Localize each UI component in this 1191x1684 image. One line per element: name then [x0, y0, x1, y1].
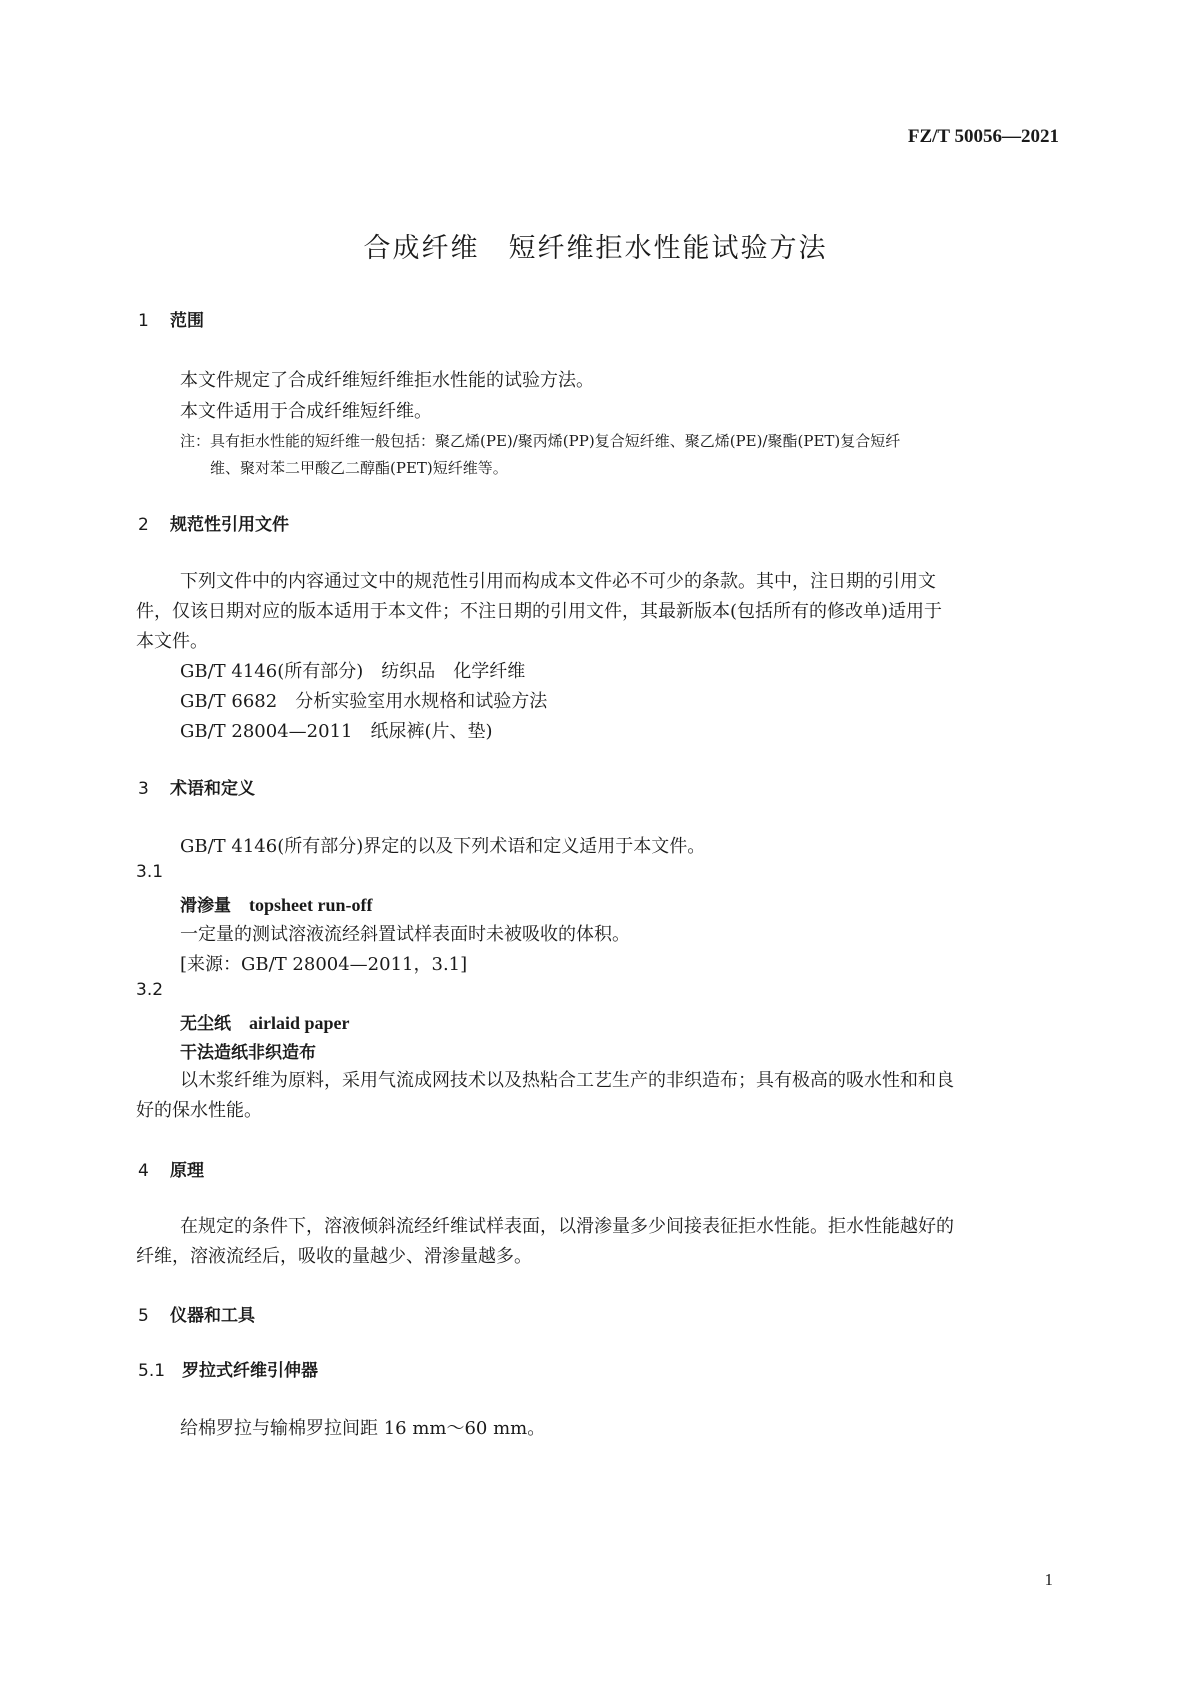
section-3-heading — [138, 774, 255, 799]
paragraph: 本文件适用于合成纤维短纤维。 — [180, 401, 432, 422]
term-en: airlaid paper — [249, 1013, 350, 1033]
term-definition-line: 好的保水性能。 — [136, 1100, 262, 1121]
term-zh: 无尘纸 — [180, 1014, 231, 1034]
term-number: 3.2 — [136, 980, 164, 1000]
term-heading — [180, 891, 373, 916]
note-continued: 维、聚对苯二甲酸乙二醇酯(PET)短纤维等。 — [210, 459, 508, 477]
section-title: 术语和定义 — [170, 779, 255, 799]
section-number: 1 — [138, 311, 149, 331]
section-5-heading — [138, 1301, 255, 1326]
paragraph: 在规定的条件下，溶液倾斜流经纤维试样表面，以滑渗量多少间接表征拒水性能。拒水性能越好的 — [180, 1216, 954, 1237]
section-number: 5 — [138, 1306, 149, 1326]
section-number: 3 — [138, 779, 149, 799]
section-title: 仪器和工具 — [170, 1306, 255, 1326]
section-title: 范围 — [170, 311, 204, 331]
standard-number: FZ/T 50056—2021 — [907, 126, 1059, 147]
note: 注：具有拒水性能的短纤维一般包括：聚乙烯(PE)/聚丙烯(PP)复合短纤维、聚乙烯(PE)/聚酯(PET)复合短纤 — [180, 432, 901, 450]
term-number: 3.1 — [136, 862, 164, 882]
term-source: [来源：GB/T 28004—2011，3.1] — [180, 954, 468, 975]
reference-item: GB/T 4146(所有部分) 纺织品 化学纤维 — [180, 661, 526, 682]
term-en: topsheet run-off — [249, 895, 373, 915]
section-number: 2 — [138, 515, 149, 535]
subsection-5-1-heading — [138, 1356, 318, 1381]
subsection-number: 5.1 — [138, 1361, 166, 1381]
reference-item: GB/T 28004—2011 纸尿裤(片、垫) — [180, 721, 493, 742]
section-1-heading — [138, 306, 204, 331]
section-4-heading — [138, 1156, 204, 1181]
paragraph: 下列文件中的内容通过文中的规范性引用而构成本文件必不可少的条款。其中，注日期的引用文 — [180, 571, 936, 592]
document-title: 合成纤维 短纤维拒水性能试验方法 — [363, 233, 828, 264]
page-number: 1 — [1044, 1570, 1053, 1589]
paragraph-line: 本文件。 — [136, 631, 208, 652]
term-definition: 一定量的测试溶液流经斜置试样表面时未被吸收的体积。 — [180, 924, 630, 945]
term-alternative: 干法造纸非织造布 — [180, 1043, 316, 1063]
term-zh: 滑渗量 — [180, 896, 231, 916]
paragraph: GB/T 4146(所有部分)界定的以及下列术语和定义适用于本文件。 — [180, 836, 706, 857]
paragraph-line: 件，仅该日期对应的版本适用于本文件；不注日期的引用文件，其最新版本(包括所有的修改单)适用于 — [136, 601, 943, 622]
term-definition: 以木浆纤维为原料，采用气流成网技术以及热粘合工艺生产的非织造布；具有极高的吸水性和和良 — [180, 1070, 954, 1091]
reference-item: GB/T 6682 分析实验室用水规格和试验方法 — [180, 691, 548, 712]
paragraph: 给棉罗拉与输棉罗拉间距 16 mm～60 mm。 — [180, 1418, 546, 1439]
section-2-heading — [138, 510, 289, 535]
subsection-title: 罗拉式纤维引伸器 — [182, 1361, 318, 1381]
paragraph-line: 纤维，溶液流经后，吸收的量越少、滑渗量越多。 — [136, 1246, 532, 1267]
paragraph: 本文件规定了合成纤维短纤维拒水性能的试验方法。 — [180, 370, 594, 391]
term-heading — [180, 1009, 350, 1034]
section-title: 规范性引用文件 — [170, 515, 289, 535]
section-number: 4 — [138, 1161, 149, 1181]
section-title: 原理 — [170, 1161, 204, 1181]
